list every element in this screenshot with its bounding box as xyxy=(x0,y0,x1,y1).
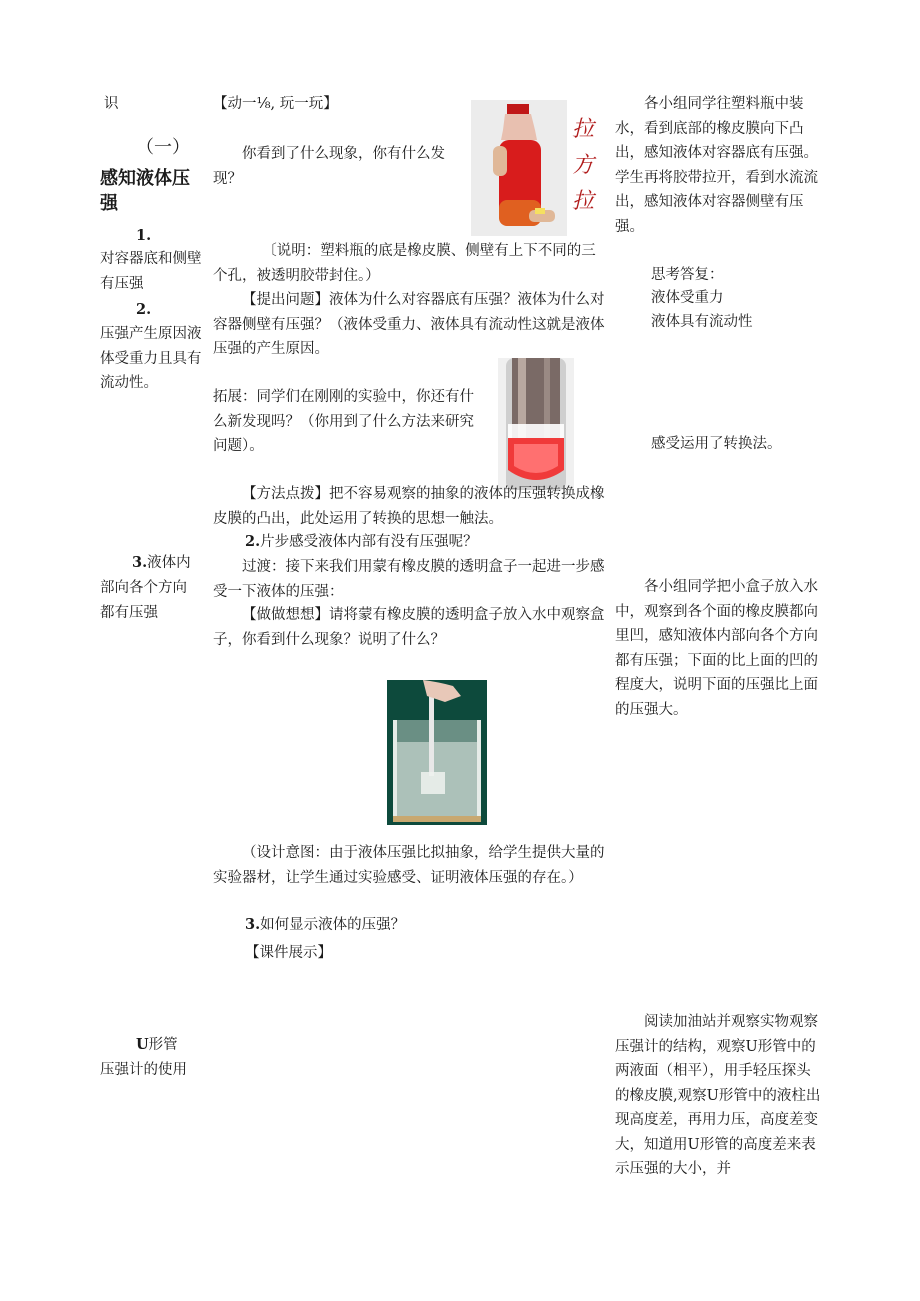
item1-text: 对容器底和侧壁有压强 xyxy=(100,251,202,292)
item3-number: 3. xyxy=(132,554,148,571)
item4-heading xyxy=(136,1033,178,1058)
item3-text: 部向各个方向 都有压强 xyxy=(100,580,187,621)
feel-method: 感受运用了转换法。 xyxy=(651,436,782,452)
subsection-3 xyxy=(245,913,405,938)
item2-text: 压强产生原因液体受重力且具有流动性。 xyxy=(100,326,202,391)
bottle-photo xyxy=(471,100,567,236)
subsection-3-text: 如何显示液体的压强？ xyxy=(260,917,406,933)
item4-text1: 形管 xyxy=(148,1037,178,1053)
left-top-char: 识 xyxy=(104,96,119,112)
design-intent: （设计意图：由于液体压强比拟抽象，给学生提供大量的实验器材，让学生通过实验感受、证明液体压强的存在。） xyxy=(213,845,605,886)
section-title: 感知液体压强 xyxy=(100,168,190,214)
item4-text2: 压强计的使用 xyxy=(100,1062,187,1078)
method-tip: 【方法点拨】把不容易观察的抽象的液体的压强转换成橡皮膜的凸出，此处运用了转换的思想一触法。 xyxy=(213,486,605,527)
think-title: 思考答复： xyxy=(651,267,724,283)
experiment-note: 〔说明：塑料瓶的底是橡皮膜、侧壁有上下不同的三个孔，被透明胶带封住。） xyxy=(213,243,596,284)
subsection-2-text: 片步感受液体内部有没有压强呢？ xyxy=(260,534,478,550)
do-think: 【做做想想】请将蒙有橡皮膜的透明盒子放入水中观察盒子，你看到什么现象？说明了什么？ xyxy=(213,607,605,648)
activity-title: 【动一⅛, 玩一玩】 xyxy=(213,96,338,112)
subsection-3-number: 3. xyxy=(245,916,261,933)
courseware-show: 【课件展示】 xyxy=(245,945,332,961)
subsection-2-number: 2. xyxy=(245,533,261,550)
item3-text-start: 液体内 xyxy=(147,555,191,571)
right-para-1: 各小组同学往塑料瓶中装水，看到底部的橡皮膜向下凸出，感知液体对容器底有压强。学生再将胶带拉开，看到水流流出，感知液体对容器侧壁有压强。 xyxy=(615,96,818,235)
item4-u: U xyxy=(136,1036,149,1053)
section-number: （一） xyxy=(136,137,190,158)
box-in-water-photo xyxy=(387,680,487,825)
right-para-3: 阅读加油站并观察实物观察压强计的结构，观察U形管中的两液面（相平），用手轻压探头的橡皮膜,观察U形管中的液柱出现高度差，再用力压，高度差变大，知道用U形管的高度差来表示压强的大小，并 xyxy=(615,1014,821,1177)
think-answer-1: 液体受重力 xyxy=(651,290,724,306)
extend-question: 拓展：同学们在刚刚的实验中，你还有什么新发现吗？（你用到了什么方法来研究问题）。 xyxy=(213,389,474,454)
item1-number: 1. xyxy=(136,227,152,244)
think-answer-2: 液体具有流动性 xyxy=(651,314,753,330)
tube-photo xyxy=(498,358,574,490)
raise-question: 【提出问题】液体为什么对容器底有压强？液体为什么对容器侧壁有压强？（液体受重力、液体具有流动性这就是液体压强的产生原因。 xyxy=(213,292,605,357)
photo-handwriting: 拉 方 拉 xyxy=(572,117,602,214)
subsection-2 xyxy=(245,530,478,555)
item2-number: 2. xyxy=(136,301,152,318)
item3-heading xyxy=(132,551,204,576)
question-1: 你看到了什么现象，你有什么发现？ xyxy=(213,146,445,187)
transition-text: 过渡：接下来我们用蒙有橡皮膜的透明盒子一起进一步感受一下液体的压强： xyxy=(213,559,605,600)
right-para-2: 各小组同学把小盒子放入水中，观察到各个面的橡皮膜都向里凹，感知液体内部向各个方向都有压强；下面的比上面的凹的程度大，说明下面的压强比上面的压强大。 xyxy=(615,579,818,718)
